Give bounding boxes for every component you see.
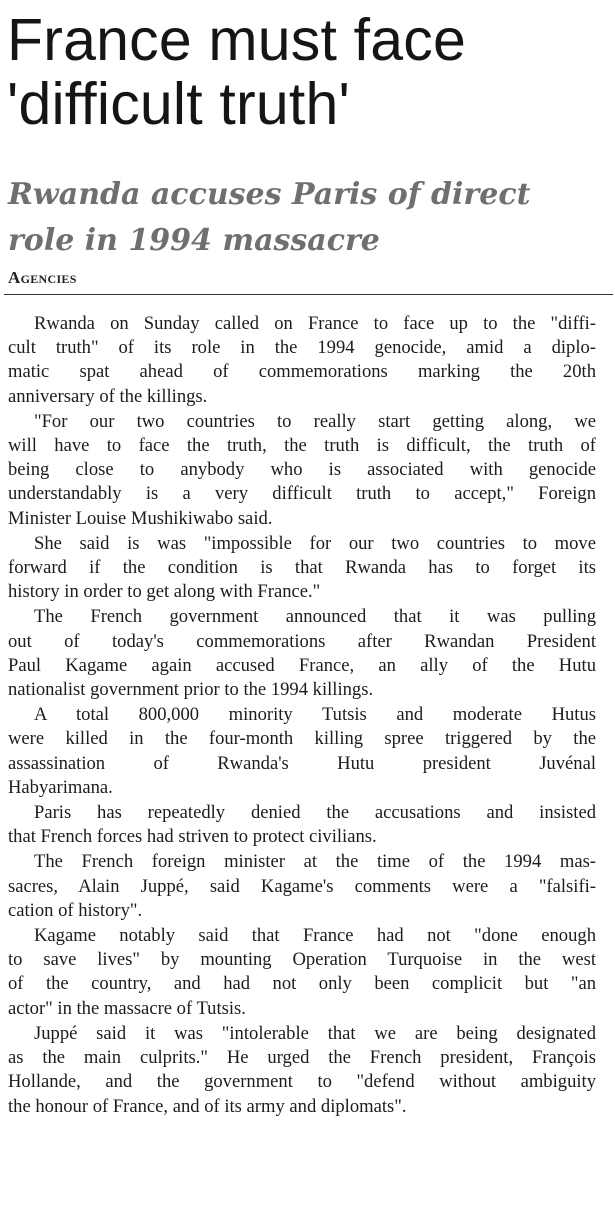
paragraph-line: sacres, Alain Juppé, said Kagame's comments were a "falsifi- bbox=[8, 875, 596, 897]
paragraph-line: Paris has repeatedly denied the accusations and insisted bbox=[34, 802, 596, 824]
paragraph-line: cation of history". bbox=[8, 899, 143, 921]
paragraph-line: forward if the condition is that Rwanda has to forget its bbox=[8, 557, 596, 579]
paragraph-line: anniversary of the killings. bbox=[8, 385, 208, 407]
paragraph-line: Paul Kagame again accused France, an ally of the Hutu bbox=[8, 654, 596, 676]
paragraph-line: "For our two countries to really start getting along, we bbox=[34, 410, 596, 432]
paragraph-line: The French government announced that it was pulling bbox=[34, 606, 596, 628]
paragraph-line: Juppé said it was "intolerable that we are being designated bbox=[34, 1022, 596, 1044]
subheadline-line: role in 1994 massacre bbox=[8, 223, 380, 258]
paragraph-line: Rwanda on Sunday called on France to face up to the "diffi- bbox=[34, 313, 596, 334]
article-paragraph bbox=[8, 850, 596, 923]
article-paragraph bbox=[8, 703, 596, 800]
paragraph-line: Kagame notably said that France had not "done enough bbox=[34, 925, 596, 947]
paragraph-line: to save lives" by mounting Operation Turquoise in the west bbox=[8, 949, 596, 971]
paragraph-line: as the main culprits." He urged the French president, François bbox=[8, 1047, 596, 1069]
paragraph-line: Hollande, and the government to "defend without ambiguity bbox=[8, 1071, 596, 1093]
paragraph-line: understandably is a very difficult truth to accept," Foreign bbox=[8, 483, 596, 505]
byline: Agencies bbox=[8, 268, 77, 287]
paragraph-line: the honour of France, and of its army and diplomats". bbox=[8, 1095, 407, 1117]
article-paragraph bbox=[8, 532, 596, 605]
paragraph-line: nationalist government prior to the 1994 killings. bbox=[8, 679, 374, 701]
headline-line: France must face bbox=[7, 7, 466, 73]
paragraph-line: The French foreign minister at the time of the 1994 mas- bbox=[34, 851, 596, 873]
paragraph-line: that French forces had striven to protect civilians. bbox=[8, 826, 377, 848]
article-paragraph bbox=[8, 924, 596, 1021]
paragraph-line: Habyarimana. bbox=[8, 776, 113, 798]
paragraph-line: being close to anybody who is associated with genocide bbox=[8, 459, 596, 481]
paragraph-line: history in order to get along with France." bbox=[8, 581, 321, 603]
article-paragraph bbox=[8, 801, 596, 849]
paragraph-line: assassination of Rwanda's Hutu president Juvénal bbox=[8, 752, 596, 774]
paragraph-line: actor" in the massacre of Tutsis. bbox=[8, 997, 246, 1019]
paragraph-line: Minister Louise Mushikiwabo said. bbox=[8, 507, 273, 529]
subheadline-line: Rwanda accuses Paris of direct bbox=[8, 177, 531, 212]
headline bbox=[7, 8, 612, 136]
subheadline bbox=[8, 172, 613, 264]
article-paragraph bbox=[8, 1022, 596, 1119]
paragraph-line: out of today's commemorations after Rwandan President bbox=[8, 630, 596, 652]
byline-divider bbox=[4, 294, 613, 295]
paragraph-line: A total 800,000 minority Tutsis and moderate Hutus bbox=[34, 704, 596, 726]
article-body bbox=[8, 312, 596, 1120]
article-paragraph bbox=[8, 605, 596, 702]
paragraph-line: matic spat ahead of commemorations marking the 20th bbox=[8, 361, 596, 383]
article-paragraph bbox=[8, 410, 596, 531]
paragraph-line: of the country, and had not only been complicit but "an bbox=[8, 973, 596, 995]
paragraph-line: will have to face the truth, the truth is difficult, the truth of bbox=[8, 435, 596, 457]
paragraph-line: were killed in the four-month killing spree triggered by the bbox=[8, 728, 596, 750]
paragraph-line: cult truth" of its role in the 1994 genocide, amid a diplo- bbox=[8, 337, 596, 359]
article-paragraph bbox=[8, 312, 596, 409]
headline-line: 'difficult truth' bbox=[7, 71, 350, 137]
paragraph-line: She said is was "impossible for our two countries to move bbox=[34, 532, 596, 554]
